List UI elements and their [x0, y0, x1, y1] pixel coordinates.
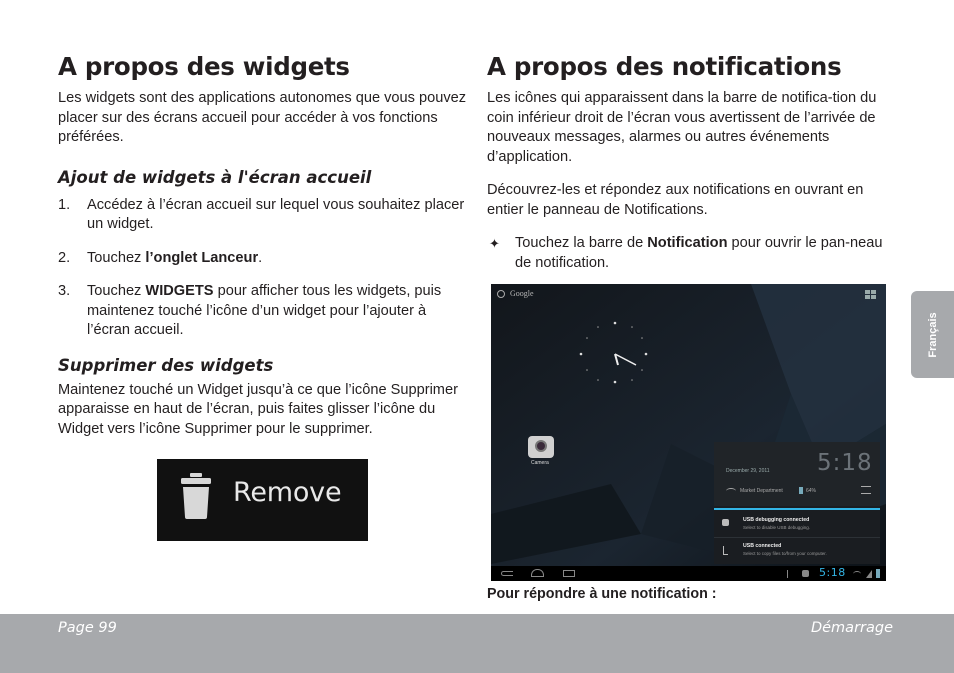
camera-app-label: Camera	[531, 460, 549, 466]
usb-icon	[723, 546, 728, 555]
section-name: Démarrage	[810, 620, 893, 636]
trash-icon	[181, 473, 211, 519]
google-search-label[interactable]: Google	[510, 289, 534, 298]
step-1	[58, 196, 468, 235]
bullet-text: Touchez la barre de	[515, 235, 648, 251]
delete-widgets-text: Maintenez touché un Widget jusqu’à ce que l’icône Supprimer apparaisse en haut de l’écran, puis faites glisser l’icône du Widget vers l’icône Supprimer pour le supprimer.	[58, 381, 458, 437]
search-icon[interactable]	[497, 290, 505, 298]
notification-item[interactable]	[714, 511, 880, 536]
step-text: .	[258, 249, 263, 266]
camera-app-icon[interactable]	[528, 436, 554, 458]
step-text: Touchez	[87, 249, 146, 266]
notifications-title: A propos des notifications	[487, 52, 842, 81]
notification-panel	[714, 442, 880, 564]
step-3	[58, 282, 468, 341]
step-number: 2.	[58, 249, 71, 266]
notification-bullet	[487, 234, 887, 273]
panel-big-time: 5:18	[817, 450, 873, 476]
network-name: Market Department	[740, 488, 783, 494]
step-2	[58, 249, 468, 269]
panel-accent-line	[714, 508, 880, 510]
add-widgets-steps	[58, 196, 468, 341]
notification-item[interactable]	[714, 538, 880, 563]
remove-label: Remove	[233, 477, 342, 508]
star-bullet-icon: ✦	[489, 236, 500, 251]
widgets-title: A propos des widgets	[58, 52, 350, 81]
step-number: 1.	[58, 196, 71, 213]
language-tab	[911, 291, 954, 378]
delete-widgets-heading: Supprimer des widgets	[58, 355, 274, 375]
tablet-screenshot	[491, 284, 886, 581]
panel-date: December 29, 2011	[726, 468, 770, 474]
battery-level: 64%	[806, 488, 817, 494]
back-icon[interactable]	[501, 571, 513, 576]
notifications-intro: Les icônes qui apparaissent dans la barre de notifica-tion du coin inférieur droit de l’écran vous avertissent de l’arrivée de nouveaux messages, alarmes ou autres événements d’application.	[487, 90, 877, 165]
step-text: Touchez	[87, 283, 146, 299]
signal-icon	[866, 570, 872, 578]
usb-status-icon	[787, 570, 792, 578]
add-widgets-heading: Ajout de widgets à l'écran accueil	[58, 167, 372, 187]
notif-title: USB connected	[743, 543, 782, 549]
home-icon[interactable]	[531, 569, 544, 577]
wifi-icon	[726, 488, 736, 494]
language-tab-label: Français	[926, 311, 939, 358]
notifications-discover: Découvrez-les et répondez aux notifications en ouvrant en entier le panneau de Notifications.	[487, 182, 864, 218]
widgets-intro: Les widgets sont des applications autonomes que vous pouvez placer sur des écrans accueil pour accéder à vos fonctions préférées.	[58, 90, 467, 145]
recent-apps-icon[interactable]	[563, 570, 575, 577]
step-bold-text: WIDGETS	[145, 283, 214, 299]
step-text: Accédez à l’écran accueil sur lequel vous souhaitez placer un widget.	[87, 196, 465, 232]
notif-subtitle: Select to copy files to/from your computer.	[743, 551, 827, 556]
page-number: Page 99	[58, 620, 117, 636]
page-footer	[0, 614, 954, 673]
step-number: 3.	[58, 283, 71, 299]
bullet-text: pour ouvrir le pan-neau de notification.	[515, 235, 883, 271]
caption-respond: Pour répondre à une notification :	[487, 586, 717, 602]
battery-icon	[799, 487, 803, 494]
notif-title: USB debugging connected	[743, 517, 810, 523]
status-time[interactable]: 5:18	[819, 566, 846, 579]
settings-toggle-icon[interactable]	[861, 486, 871, 494]
bullet-bold-text: Notification	[647, 235, 728, 251]
analog-clock-widget[interactable]	[575, 318, 655, 398]
step-bold-text: l’onglet Lanceur	[145, 249, 259, 266]
right-column	[487, 52, 887, 273]
remove-bar-image	[157, 459, 368, 541]
debug-status-icon	[802, 570, 809, 577]
left-column	[58, 52, 468, 439]
apps-grid-icon[interactable]	[865, 290, 877, 300]
system-bar	[491, 566, 886, 581]
step-text: pour afficher tous les widgets, puis maintenez touché l’icône d’un widget pour l’ajouter à l’écran accueil.	[87, 283, 442, 338]
wifi-status-icon	[853, 571, 861, 577]
battery-status-icon	[876, 569, 880, 578]
android-debug-icon	[722, 519, 729, 526]
notif-subtitle: Select to disable USB debugging.	[743, 525, 811, 530]
